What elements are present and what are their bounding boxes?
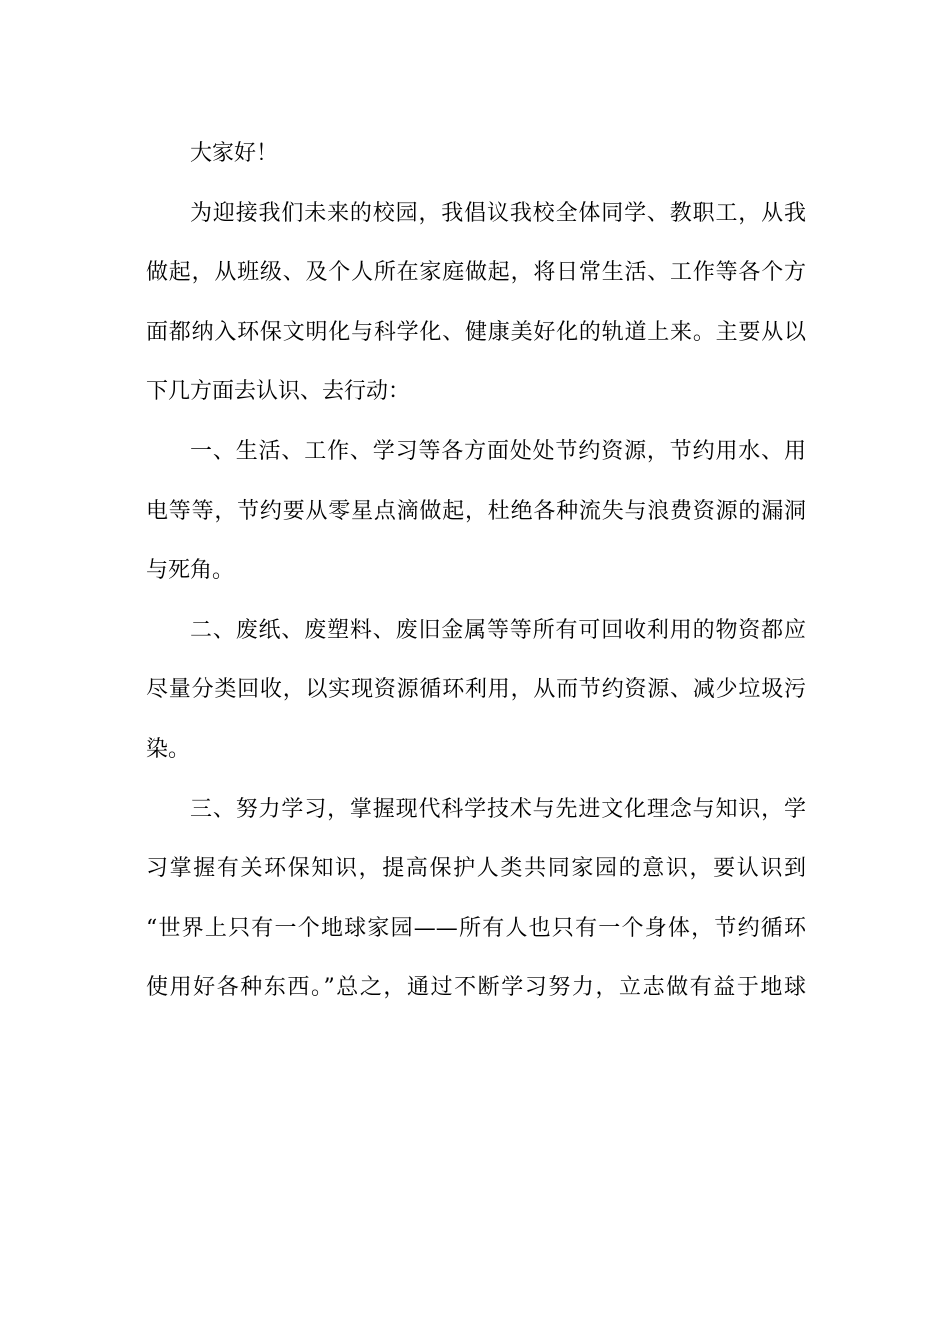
- text-line: 尽量分类回收，以实现资源循环利用，从而节约资源、减少垃圾污: [146, 677, 806, 703]
- text-line: 三、努力学习，掌握现代科学技术与先进文化理念与知识，学: [190, 796, 806, 822]
- text-line: 习掌握有关环保知识，提高保护人类共同家园的意识，要认识到: [146, 856, 806, 882]
- text-line: 使用好各种东西。”总之，通过不断学习努力，立志做有益于地球: [146, 975, 806, 1001]
- text-line: 二、废纸、废塑料、废旧金属等等所有可回收利用的物资都应: [190, 617, 806, 643]
- text-line: 与死角。: [146, 558, 235, 584]
- document-body: [146, 131, 806, 1025]
- text-line: 电等等，节约要从零星点滴做起，杜绝各种流失与浪费资源的漏洞: [146, 498, 806, 524]
- text-line: 一、生活、工作、学习等各方面处处节约资源，节约用水、用: [190, 438, 806, 464]
- text-line: 为迎接我们未来的校园，我倡议我校全体同学、教职工，从我: [190, 200, 806, 226]
- text-line: 染。: [146, 736, 191, 762]
- text-line: “世界上只有一个地球家园——所有人也只有一个身体，节约循环: [146, 915, 806, 941]
- text-line: 做起，从班级、及个人所在家庭做起，将日常生活、工作等各个方: [146, 260, 806, 286]
- text-line: 大家好！: [190, 141, 279, 166]
- text-line: 面都纳入环保文明化与科学化、健康美好化的轨道上来。主要从以: [146, 319, 806, 345]
- text-line: 下几方面去认识、去行动：: [146, 379, 411, 405]
